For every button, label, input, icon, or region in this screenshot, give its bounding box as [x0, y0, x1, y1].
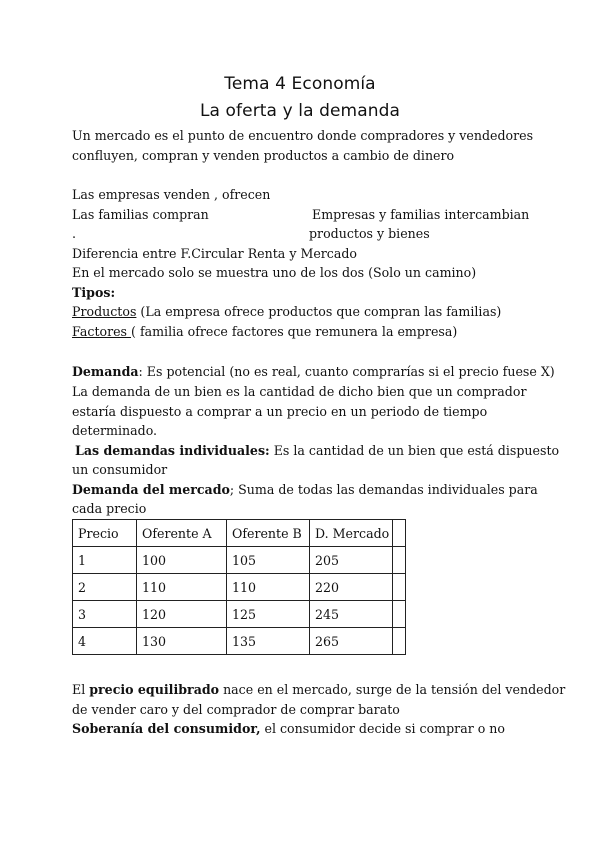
cell-precio: 3	[73, 601, 137, 628]
cell-d-mercado: 220	[310, 574, 393, 601]
cell-oferente-a: 100	[137, 547, 227, 574]
demanda-definition: Demanda: Es potencial (no es real, cuanto comprarías si el precio fuese X)	[72, 364, 555, 379]
demanda-line-4: determinado.	[72, 423, 158, 438]
table-row	[73, 601, 406, 628]
table-row	[73, 547, 406, 574]
tipo-productos: Productos (La empresa ofrece productos que compran las familias)	[72, 304, 502, 319]
cell-d-mercado: 205	[310, 547, 393, 574]
demandas-individuales: Las demandas individuales: Es la cantidad de un bien que está dispuesto	[75, 443, 560, 458]
demand-table	[72, 519, 406, 655]
header-empty	[393, 520, 406, 547]
intercambio-note-line-2: productos y bienes	[309, 226, 430, 241]
cell-d-mercado: 265	[310, 628, 393, 655]
precio-equilibrado-term: precio equilibrado	[89, 682, 220, 697]
diferencia-line: Diferencia entre F.Circular Renta y Mercado	[72, 246, 358, 261]
cell-precio: 4	[73, 628, 137, 655]
cell-oferente-a: 110	[137, 574, 227, 601]
cell-oferente-b: 110	[227, 574, 310, 601]
tipo-factores: Factores ( familia ofrece factores que remunera la empresa)	[72, 324, 458, 339]
header-oferente-a: Oferente A	[137, 520, 227, 547]
soberania-line: Soberanía del consumidor, el consumidor decide si comprar o no	[72, 721, 506, 736]
header-precio: Precio	[73, 520, 137, 547]
soberania-term: Soberanía del consumidor,	[72, 721, 261, 736]
demanda-term: Demanda	[72, 364, 139, 379]
cell-empty	[393, 574, 406, 601]
precio-equilibrado-line-2: de vender caro y del comprador de comprar barato	[72, 702, 400, 717]
productos-term: Productos	[72, 304, 137, 319]
page-title: Tema 4 Economía	[224, 74, 376, 94]
cell-oferente-a: 120	[137, 601, 227, 628]
familias-line: Las familias compran	[72, 207, 209, 222]
precio-equilibrado-line: El precio equilibrado nace en el mercado, surge de la tensión del vendedor	[72, 682, 566, 697]
cell-precio: 2	[73, 574, 137, 601]
demanda-line-3: estaría dispuesto a comprar a un precio en un periodo de tiempo	[72, 404, 488, 419]
demanda-mercado-line-2: cada precio	[72, 501, 147, 516]
cell-oferente-b: 105	[227, 547, 310, 574]
factores-term: Factores	[72, 324, 132, 339]
table-row	[73, 574, 406, 601]
demandas-individuales-term: Las demandas individuales:	[75, 443, 270, 458]
empresas-line: Las empresas venden , ofrecen	[72, 187, 271, 202]
cell-empty	[393, 628, 406, 655]
intro-line-2: confluyen, compran y venden productos a cambio de dinero	[72, 148, 455, 163]
cell-oferente-b: 125	[227, 601, 310, 628]
mercado-line: En el mercado solo se muestra uno de los dos (Solo un camino)	[72, 265, 477, 280]
intercambio-note-line-1: Empresas y familias intercambian	[312, 207, 530, 222]
cell-empty	[393, 601, 406, 628]
tipos-heading: Tipos:	[72, 285, 116, 300]
demanda-mercado-term: Demanda del mercado	[72, 482, 230, 497]
table-header-row	[73, 520, 406, 547]
cell-d-mercado: 245	[310, 601, 393, 628]
header-oferente-b: Oferente B	[227, 520, 310, 547]
cell-oferente-a: 130	[137, 628, 227, 655]
page-subtitle: La oferta y la demanda	[199, 101, 401, 121]
demanda-line-2: La demanda de un bien es la cantidad de dicho bien que un comprador	[72, 384, 527, 399]
table-row	[73, 628, 406, 655]
cell-precio: 1	[73, 547, 137, 574]
demanda-mercado: Demanda del mercado; Suma de todas las demandas individuales para	[72, 482, 538, 497]
stray-dot: .	[72, 226, 77, 241]
intro-line-1: Un mercado es el punto de encuentro donde compradores y vendedores	[72, 128, 534, 143]
demandas-individuales-line-2: un consumidor	[72, 462, 168, 477]
cell-empty	[393, 547, 406, 574]
header-d-mercado: D. Mercado	[310, 520, 393, 547]
cell-oferente-b: 135	[227, 628, 310, 655]
